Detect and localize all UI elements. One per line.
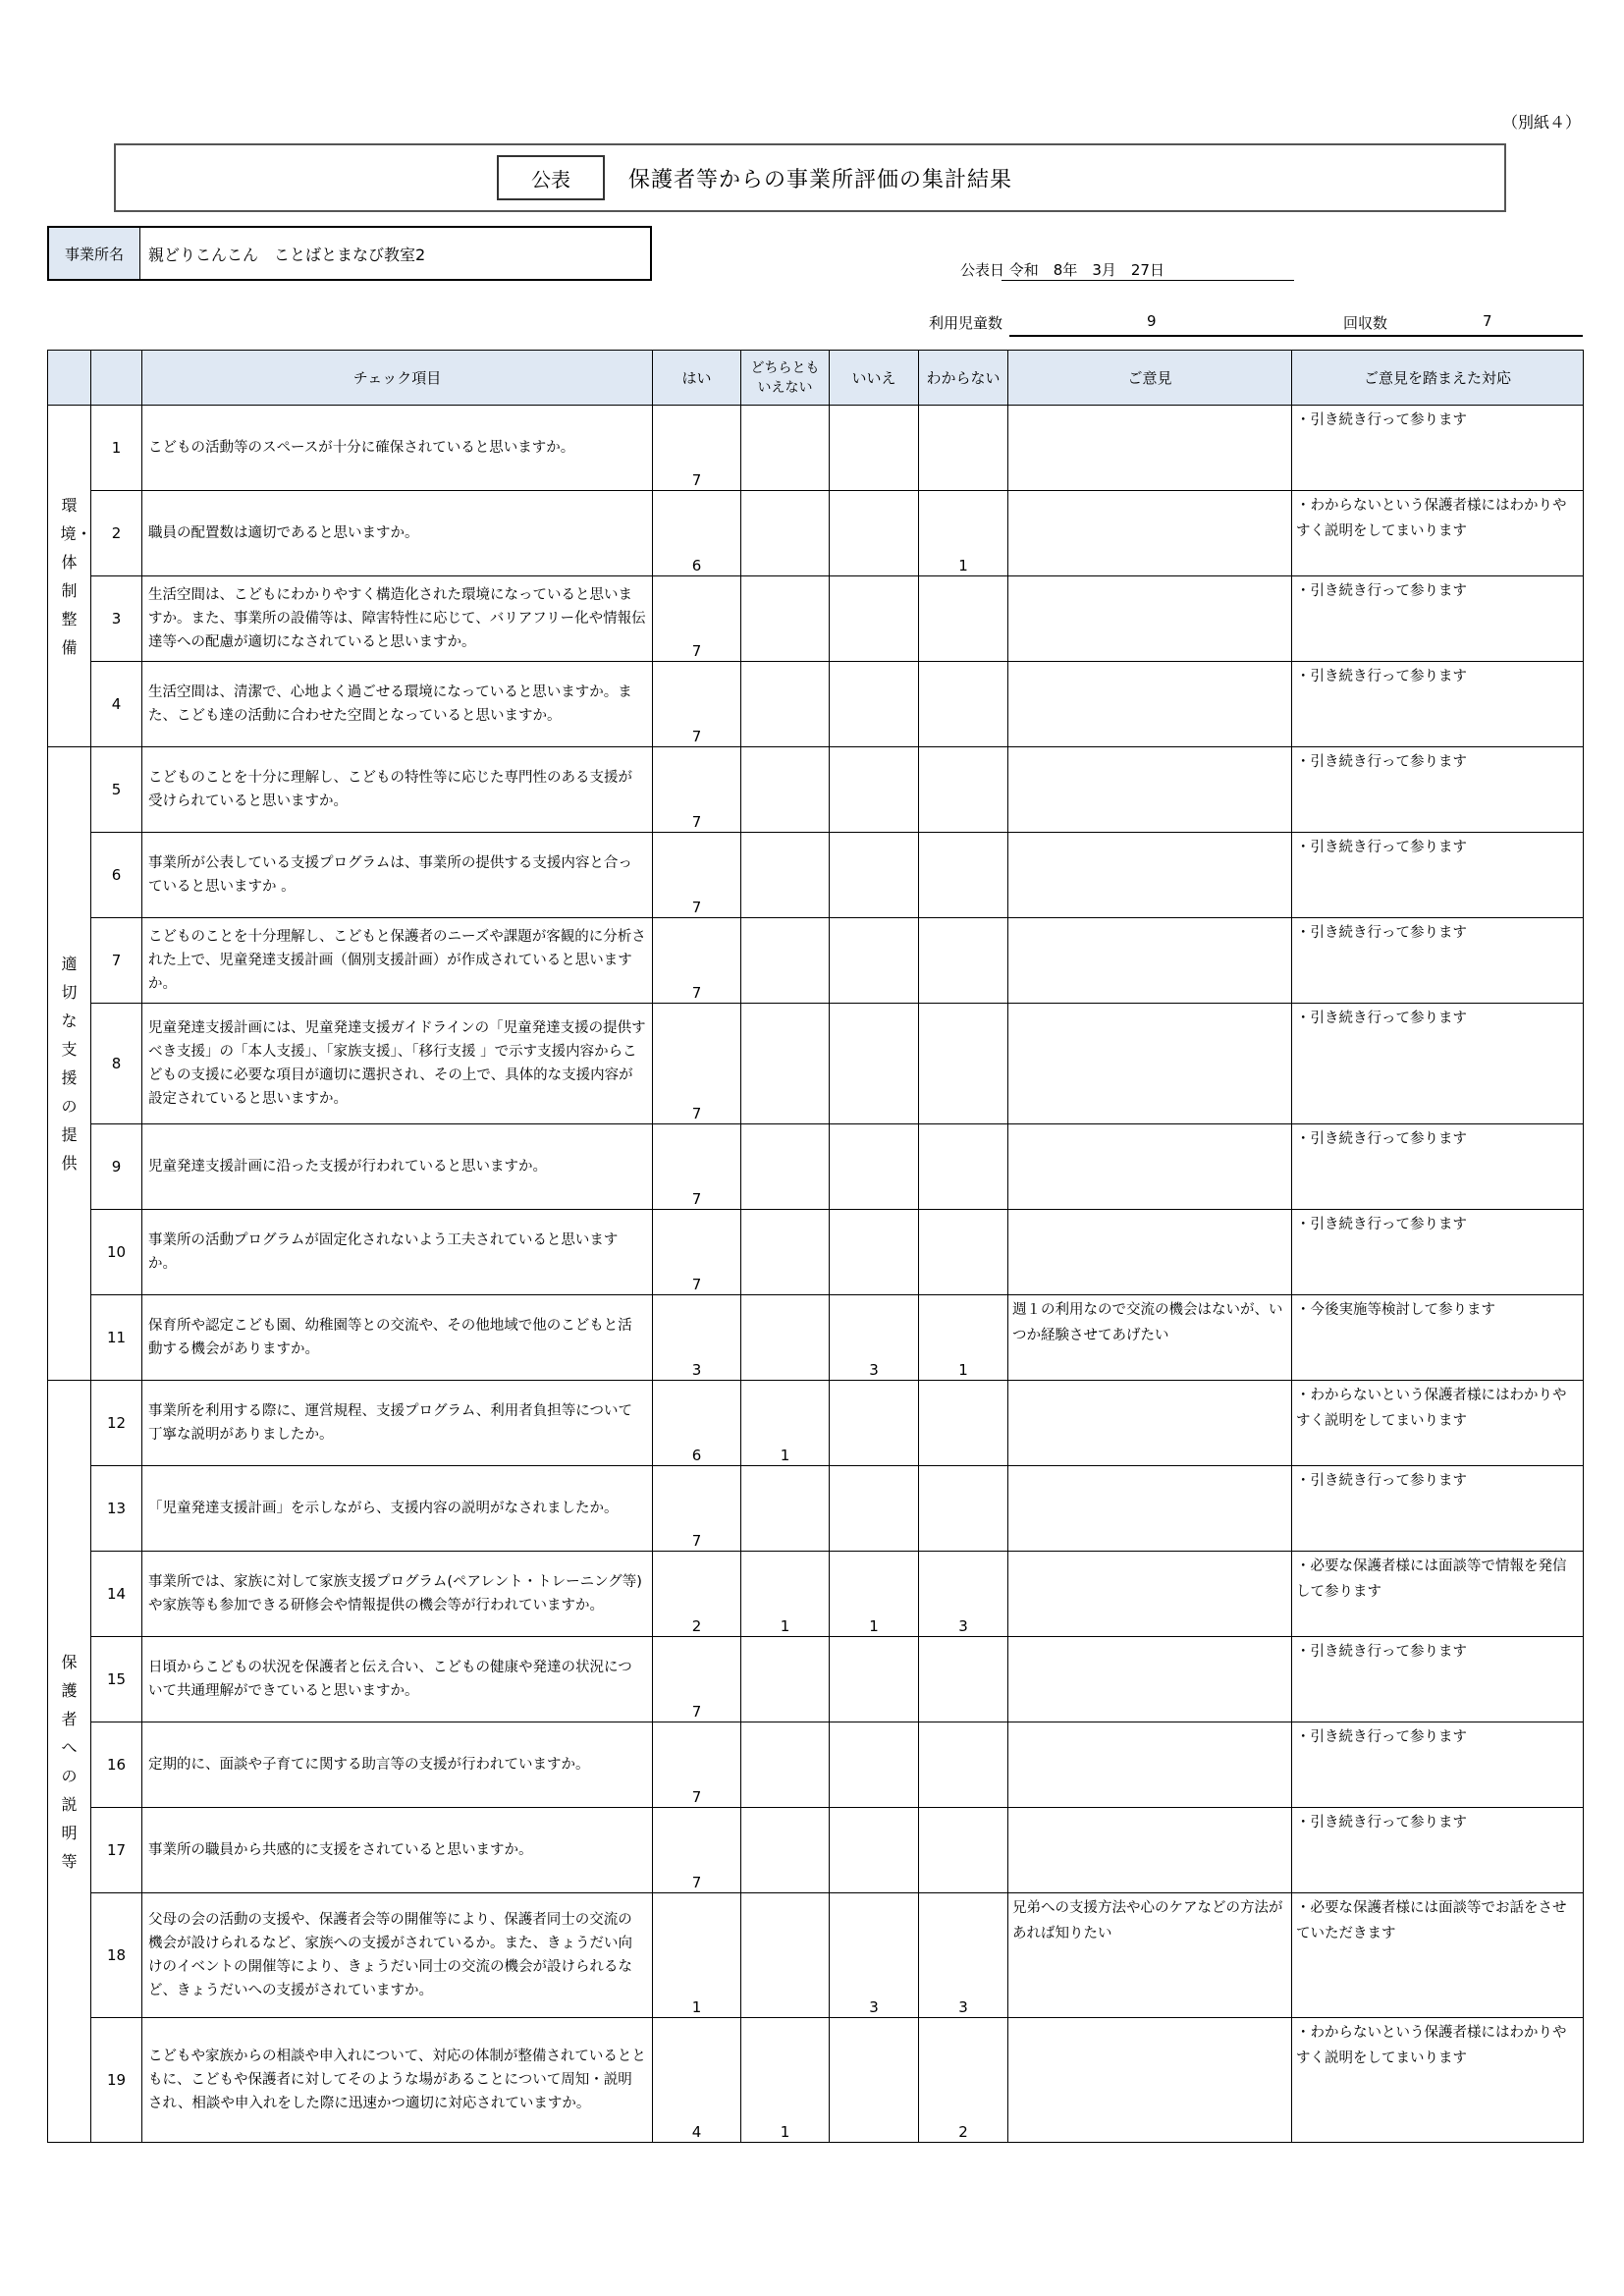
question-text: 事業所を利用する際に、運営規程、支援プログラム、利用者負担等について丁寧な説明がありましたか。 — [142, 1381, 653, 1466]
table-row — [48, 1893, 1584, 2018]
question-text: 事業所の職員から共感的に支援をされていると思いますか。 — [142, 1808, 653, 1893]
yes-count: 7 — [653, 662, 741, 747]
no-count — [830, 406, 919, 491]
collected-label: 回収数 — [1343, 314, 1388, 332]
table-row — [48, 406, 1584, 491]
opinion-text — [1008, 1722, 1292, 1808]
no-count — [830, 747, 919, 833]
neither-count — [741, 1893, 830, 2018]
neither-count — [741, 1466, 830, 1552]
unknown-count — [919, 406, 1008, 491]
row-number: 17 — [91, 1808, 142, 1893]
row-number: 12 — [91, 1381, 142, 1466]
row-number: 11 — [91, 1295, 142, 1381]
yes-count: 7 — [653, 747, 741, 833]
no-count — [830, 2018, 919, 2143]
response-text: ・引き続き行って参ります — [1292, 1637, 1584, 1722]
response-text: ・引き続き行って参ります — [1292, 833, 1584, 918]
row-number: 8 — [91, 1004, 142, 1124]
opinion-text — [1008, 833, 1292, 918]
neither-count: 1 — [741, 1381, 830, 1466]
table-row — [48, 662, 1584, 747]
opinion-text — [1008, 2018, 1292, 2143]
question-text: こどものことを十分理解し、こどもと保護者のニーズや課題が客観的に分析された上で、児童発達支援計画（個別支援計画）が作成されていると思いますか。 — [142, 918, 653, 1004]
question-text: 事業所の活動プログラムが固定化されないよう工夫されていると思いますか。 — [142, 1210, 653, 1295]
no-count — [830, 1466, 919, 1552]
question-text: 事業所が公表している支援プログラムは、事業所の提供する支援内容と合っていると思いますか 。 — [142, 833, 653, 918]
neither-count — [741, 1295, 830, 1381]
no-count — [830, 491, 919, 576]
office-label: 事業所名 — [49, 228, 140, 279]
opinion-text — [1008, 918, 1292, 1004]
unknown-count — [919, 918, 1008, 1004]
no-count — [830, 576, 919, 662]
neither-count — [741, 406, 830, 491]
opinion-text — [1008, 1124, 1292, 1210]
unknown-count: 3 — [919, 1552, 1008, 1637]
table-row — [48, 918, 1584, 1004]
question-text: 保育所や認定こども園、幼稚園等との交流や、その他地域で他のこどもと活動する機会がありますか。 — [142, 1295, 653, 1381]
response-text: ・引き続き行って参ります — [1292, 1808, 1584, 1893]
row-number: 13 — [91, 1466, 142, 1552]
yes-count: 2 — [653, 1552, 741, 1637]
row-number: 18 — [91, 1893, 142, 2018]
row-number: 4 — [91, 662, 142, 747]
publication-value: 令和 8年 3月 27日 — [1008, 261, 1164, 279]
yes-count: 7 — [653, 1637, 741, 1722]
row-number: 7 — [91, 918, 142, 1004]
table-row — [48, 747, 1584, 833]
response-text: ・わからないという保護者様にはわかりやすく説明をしてまいります — [1292, 1381, 1584, 1466]
no-count — [830, 1004, 919, 1124]
table-row — [48, 1466, 1584, 1552]
unknown-count — [919, 1808, 1008, 1893]
neither-count: 1 — [741, 2018, 830, 2143]
table-row — [48, 1808, 1584, 1893]
row-number: 3 — [91, 576, 142, 662]
yes-count: 7 — [653, 406, 741, 491]
no-count — [830, 1808, 919, 1893]
publication-date — [960, 259, 1164, 280]
yes-count: 7 — [653, 1466, 741, 1552]
unknown-count: 2 — [919, 2018, 1008, 2143]
opinion-text — [1008, 1808, 1292, 1893]
table-row — [48, 1210, 1584, 1295]
response-text: ・必要な保護者様には面談等で情報を発信して参ります — [1292, 1552, 1584, 1637]
evaluation-table — [47, 350, 1584, 2143]
response-text: ・引き続き行って参ります — [1292, 1124, 1584, 1210]
row-number: 10 — [91, 1210, 142, 1295]
question-text: 職員の配置数は適切であると思いますか。 — [142, 491, 653, 576]
no-count — [830, 833, 919, 918]
row-number: 19 — [91, 2018, 142, 2143]
response-text: ・引き続き行って参ります — [1292, 1210, 1584, 1295]
neither-count — [741, 1637, 830, 1722]
yes-count: 6 — [653, 1381, 741, 1466]
opinion-text — [1008, 662, 1292, 747]
question-text: 児童発達支援計画に沿った支援が行われていると思いますか。 — [142, 1124, 653, 1210]
response-text: ・わからないという保護者様にはわかりやすく説明をしてまいります — [1292, 2018, 1584, 2143]
response-text: ・今後実施等検討して参ります — [1292, 1295, 1584, 1381]
response-text: ・引き続き行って参ります — [1292, 406, 1584, 491]
opinion-text: 兄弟への支援方法や心のケアなどの方法があれば知りたい — [1008, 1893, 1292, 2018]
yes-count: 7 — [653, 576, 741, 662]
office-name: 親どりこんこん ことばとまなび教室2 — [148, 245, 426, 264]
table-row — [48, 2018, 1584, 2143]
opinion-text — [1008, 406, 1292, 491]
response-text: ・引き続き行って参ります — [1292, 747, 1584, 833]
opinion-text — [1008, 1004, 1292, 1124]
neither-count — [741, 1004, 830, 1124]
no-count — [830, 1637, 919, 1722]
no-count — [830, 1381, 919, 1466]
opinion-text — [1008, 1466, 1292, 1552]
row-number: 2 — [91, 491, 142, 576]
unknown-count — [919, 1210, 1008, 1295]
table-row — [48, 576, 1584, 662]
no-count: 3 — [830, 1295, 919, 1381]
unknown-count — [919, 833, 1008, 918]
category-label: 保護者への説明等 — [61, 1652, 78, 1871]
neither-count — [741, 491, 830, 576]
response-text: ・引き続き行って参ります — [1292, 918, 1584, 1004]
neither-count — [741, 1722, 830, 1808]
no-count: 1 — [830, 1552, 919, 1637]
unknown-count — [919, 1381, 1008, 1466]
header-response: ご意見を踏まえた対応 — [1292, 351, 1584, 406]
opinion-text — [1008, 491, 1292, 576]
unknown-count — [919, 1637, 1008, 1722]
opinion-text — [1008, 1381, 1292, 1466]
no-count — [830, 662, 919, 747]
yes-count: 1 — [653, 1893, 741, 2018]
table-row — [48, 1295, 1584, 1381]
page-title: 保護者等からの事業所評価の集計結果 — [628, 168, 1013, 192]
row-number: 16 — [91, 1722, 142, 1808]
question-text: こどもの活動等のスペースが十分に確保されていると思いますか。 — [142, 406, 653, 491]
question-text: 児童発達支援計画には、児童発達支援ガイドラインの「児童発達支援の提供すべき支援」の「本人支援」、「家族支援」、「移行支援 」で示す支援内容からこどもの支援に必要な項目が適切に選択され、その上で、具体的な支援内容が設定されていると思いますか。 — [142, 1004, 653, 1124]
question-text: 定期的に、面談や子育てに関する助言等の支援が行われていますか。 — [142, 1722, 653, 1808]
unknown-count — [919, 1124, 1008, 1210]
response-text: ・引き続き行って参ります — [1292, 576, 1584, 662]
yes-count: 7 — [653, 1210, 741, 1295]
response-text: ・引き続き行って参ります — [1292, 1004, 1584, 1124]
table-row — [48, 1004, 1584, 1124]
appendix-label: （別紙４） — [1502, 113, 1582, 132]
yes-count: 7 — [653, 1124, 741, 1210]
header-neither: どちらとも いえない — [741, 351, 830, 406]
row-number: 6 — [91, 833, 142, 918]
question-text: 日頃からこどもの状況を保護者と伝え合い、こどもの健康や発達の状況について共通理解ができていると思いますか。 — [142, 1637, 653, 1722]
public-badge: 公表 — [497, 155, 605, 200]
users-value: 9 — [1147, 312, 1157, 330]
no-count — [830, 1124, 919, 1210]
question-text: こどものことを十分に理解し、こどもの特性等に応じた専門性のある支援が受けられていると思いますか。 — [142, 747, 653, 833]
neither-count — [741, 747, 830, 833]
table-row — [48, 1637, 1584, 1722]
category-label: 適切な支援の提供 — [61, 955, 78, 1173]
no-count — [830, 1722, 919, 1808]
neither-count: 1 — [741, 1552, 830, 1637]
collected-value: 7 — [1483, 312, 1492, 330]
unknown-count — [919, 1466, 1008, 1552]
no-count: 3 — [830, 1893, 919, 2018]
category-cell — [48, 1381, 91, 2143]
row-number: 15 — [91, 1637, 142, 1722]
response-text: ・引き続き行って参ります — [1292, 662, 1584, 747]
opinion-text — [1008, 1637, 1292, 1722]
publication-label: 公表日 — [960, 261, 1005, 279]
header-number — [91, 351, 142, 406]
table-row — [48, 833, 1584, 918]
unknown-count: 3 — [919, 1893, 1008, 2018]
unknown-count — [919, 1004, 1008, 1124]
opinion-text — [1008, 576, 1292, 662]
no-count — [830, 1210, 919, 1295]
header-unknown: わからない — [919, 351, 1008, 406]
category-label: 環境・体制整備 — [60, 495, 92, 657]
row-number: 5 — [91, 747, 142, 833]
neither-count — [741, 1808, 830, 1893]
header-item: チェック項目 — [142, 351, 653, 406]
question-text: 生活空間は、清潔で、心地よく過ごせる環境になっていると思いますか。また、こども達の活動に合わせた空間となっていると思いますか。 — [142, 662, 653, 747]
header-no: いいえ — [830, 351, 919, 406]
opinion-text — [1008, 1552, 1292, 1637]
yes-count: 7 — [653, 833, 741, 918]
table-header-row — [48, 351, 1584, 406]
yes-count: 7 — [653, 1004, 741, 1124]
question-text: 事業所では、家族に対して家族支援プログラム(ペアレント・トレーニング等)や家族等も参加できる研修会や情報提供の機会等が行われていますか。 — [142, 1552, 653, 1637]
unknown-count — [919, 576, 1008, 662]
row-number: 1 — [91, 406, 142, 491]
unknown-count: 1 — [919, 1295, 1008, 1381]
users-label: 利用児童数 — [929, 314, 1003, 332]
question-text: こどもや家族からの相談や申入れについて、対応の体制が整備されているとともに、こどもや保護者に対してそのような場があることについて周知・説明され、相談や申入れをした際に迅速かつ適切に対応されていますか。 — [142, 2018, 653, 2143]
neither-count — [741, 576, 830, 662]
neither-count — [741, 662, 830, 747]
table-row — [48, 1552, 1584, 1637]
neither-count — [741, 918, 830, 1004]
publication-underline — [1001, 280, 1294, 281]
table-body — [48, 406, 1584, 2143]
table-row — [48, 1722, 1584, 1808]
header-yes: はい — [653, 351, 741, 406]
yes-count: 3 — [653, 1295, 741, 1381]
response-text: ・引き続き行って参ります — [1292, 1466, 1584, 1552]
row-number: 9 — [91, 1124, 142, 1210]
response-text: ・わからないという保護者様にはわかりやすく説明をしてまいります — [1292, 491, 1584, 576]
yes-count: 4 — [653, 2018, 741, 2143]
office-box — [47, 226, 652, 281]
header-category — [48, 351, 91, 406]
neither-count — [741, 1124, 830, 1210]
yes-count: 7 — [653, 1722, 741, 1808]
yes-count: 7 — [653, 1808, 741, 1893]
stats-underline — [1009, 335, 1583, 337]
table-row — [48, 1381, 1584, 1466]
response-text: ・引き続き行って参ります — [1292, 1722, 1584, 1808]
unknown-count — [919, 1722, 1008, 1808]
no-count — [830, 918, 919, 1004]
yes-count: 6 — [653, 491, 741, 576]
opinion-text — [1008, 747, 1292, 833]
row-number: 14 — [91, 1552, 142, 1637]
unknown-count: 1 — [919, 491, 1008, 576]
question-text: 父母の会の活動の支援や、保護者会等の開催等により、保護者同士の交流の機会が設けられるなど、家族への支援がされているか。また、きょうだい向けのイベントの開催等により、きょうだい同士の交流の機会が設けられるなど、きょうだいへの支援がされていますか。 — [142, 1893, 653, 2018]
question-text: 生活空間は、こどもにわかりやすく構造化された環境になっていると思いますか。また、事業所の設備等は、障害特性に応じて、バリアフリー化や情報伝達等への配慮が適切になされていると思いますか。 — [142, 576, 653, 662]
table-row — [48, 1124, 1584, 1210]
table-row — [48, 491, 1584, 576]
question-text: 「児童発達支援計画」を示しながら、支援内容の説明がなされましたか。 — [142, 1466, 653, 1552]
opinion-text: 週１の利用なので交流の機会はないが、いつか経験させてあげたい — [1008, 1295, 1292, 1381]
neither-count — [741, 833, 830, 918]
yes-count: 7 — [653, 918, 741, 1004]
header-opinion: ご意見 — [1008, 351, 1292, 406]
neither-count — [741, 1210, 830, 1295]
response-text: ・必要な保護者様には面談等でお話をさせていただきます — [1292, 1893, 1584, 2018]
unknown-count — [919, 747, 1008, 833]
opinion-text — [1008, 1210, 1292, 1295]
category-cell — [48, 406, 91, 747]
unknown-count — [919, 662, 1008, 747]
category-cell — [48, 747, 91, 1381]
